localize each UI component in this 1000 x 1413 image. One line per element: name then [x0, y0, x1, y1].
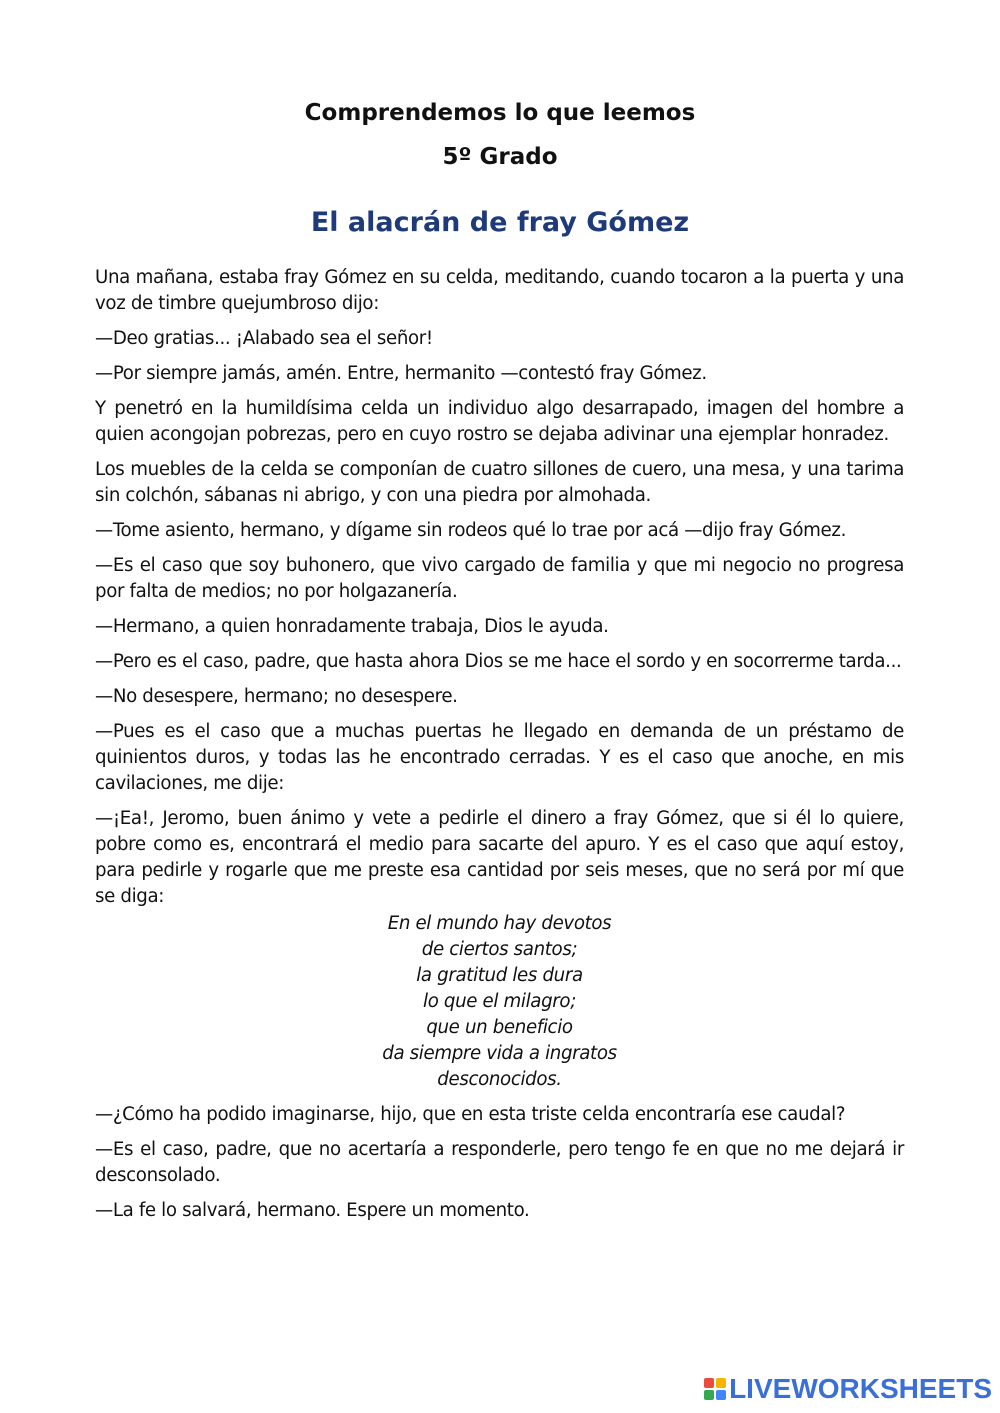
- logo-text: LIVEWORKSHEETS: [729, 1373, 992, 1404]
- poem-line: da siempre vida a ingratos: [382, 1043, 617, 1064]
- story-body: [95, 265, 904, 1233]
- paragraph: Y penetró en la humildísima celda un individuo algo desarrapado, imagen del hombre a quien acongojan pobrezas, pero en cuyo rostro se dejaba adivinar una ejemplar honradez.: [95, 398, 904, 445]
- paragraph: —Pues es el caso que a muchas puertas he llegado en demanda de un préstamo de quinientos duros, y todas las he encontrado cerradas. Y es el caso que anoche, en mis cavilaciones, me dije:: [95, 721, 904, 794]
- paragraph: —Por siempre jamás, amén. Entre, hermanito —contestó fray Gómez.: [95, 363, 707, 384]
- poem-line: lo que el milagro;: [423, 991, 576, 1012]
- paragraph: —La fe lo salvará, hermano. Espere un momento.: [95, 1200, 530, 1221]
- poem-line: que un beneficio: [426, 1017, 573, 1038]
- paragraph: Una mañana, estaba fray Gómez en su celda, meditando, cuando tocaron a la puerta y una voz de timbre quejumbroso dijo:: [95, 267, 904, 314]
- liveworksheets-logo[interactable]: [704, 1369, 992, 1409]
- logo-block: [704, 1390, 714, 1400]
- paragraph: —No desespere, hermano; no desespere.: [95, 686, 458, 707]
- paragraph: Los muebles de la celda se componían de cuatro sillones de cuero, una mesa, y una tarima sin colchón, sábanas ni abrigo, y con una piedra por almohada.: [95, 459, 904, 506]
- paragraph: —¿Cómo ha podido imaginarse, hijo, que en esta triste celda encontraría ese caudal?: [95, 1104, 846, 1125]
- liveworksheets-logo-icon: [704, 1378, 726, 1400]
- poem-line: desconocidos.: [437, 1069, 562, 1090]
- paragraph: —Tome asiento, hermano, y dígame sin rodeos qué lo trae por acá —dijo fray Gómez.: [95, 520, 847, 541]
- paragraph: —Es el caso, padre, que no acertaría a responderle, pero tengo fe en que no me dejará ir desconsolado.: [95, 1139, 904, 1186]
- grade-label: 5º Grado: [442, 144, 558, 170]
- paragraph: —Es el caso que soy buhonero, que vivo cargado de familia y que mi negocio no progresa por falta de medios; no por holgazanería.: [95, 555, 904, 602]
- paragraph: —Deo gratias... ¡Alabado sea el señor!: [95, 328, 433, 349]
- logo-block: [716, 1378, 726, 1388]
- story-title: El alacrán de fray Gómez: [310, 207, 690, 238]
- paragraph: —¡Ea!, Jeromo, buen ánimo y vete a pedirle el dinero a fray Gómez, que si él lo quiere, pobre como es, encontrará el medio para sacarte del apuro. Y es el caso que aquí estoy, para pedirle y rogarle que me preste esa cantidad por seis meses, que no será por mí que se diga:: [95, 808, 904, 907]
- poem: [95, 911, 904, 1093]
- logo-block: [716, 1390, 726, 1400]
- poem-line: En el mundo hay devotos: [387, 913, 612, 934]
- poem-line: de ciertos santos;: [421, 939, 578, 960]
- paragraph: —Hermano, a quien honradamente trabaja, Dios le ayuda.: [95, 616, 609, 637]
- logo-block: [704, 1378, 714, 1388]
- worksheet-heading: Comprendemos lo que leemos: [304, 100, 696, 126]
- poem-line: la gratitud les dura: [416, 965, 583, 986]
- paragraph: —Pero es el caso, padre, que hasta ahora Dios se me hace el sordo y en socorrerme tarda...: [95, 651, 902, 672]
